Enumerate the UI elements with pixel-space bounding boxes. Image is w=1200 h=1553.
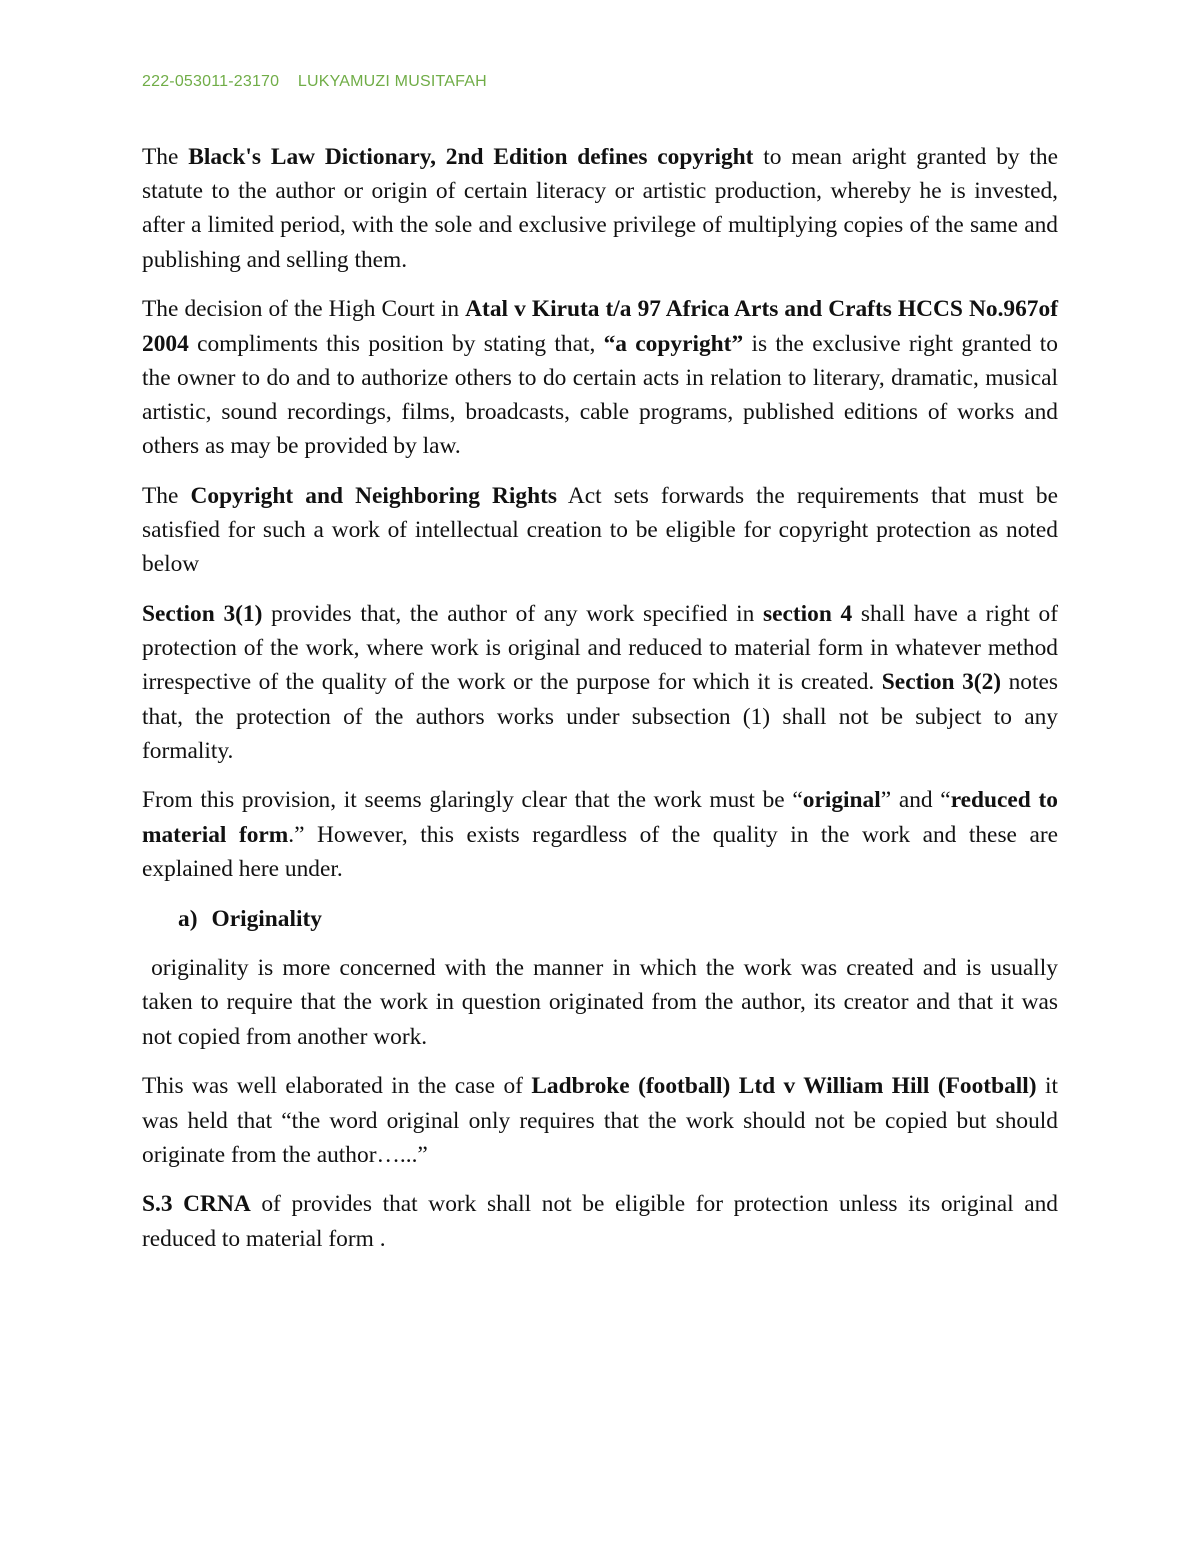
header-id-number: 222-053011-23170	[142, 73, 280, 90]
paragraph-ladbroke-case	[142, 1069, 1058, 1172]
text-run: of provides that work shall not be eligible for protection unless its original and reduced to material form .	[142, 1191, 1058, 1252]
text-run: is the exclusive right granted to the owner to do and to authorize others to do certain acts in relation to literary, dramatic, musical artistic, sound recordings, films, broadcasts, cable programs, published editions of works and others as may be provided by law.	[142, 330, 1058, 460]
document-body	[142, 140, 1064, 1271]
text-run: .” However, this exists regardless of the quality in the work and these are explained here under.	[142, 821, 1058, 882]
text-run: The decision of the High Court in	[142, 296, 466, 323]
paragraph-originality	[142, 951, 1064, 1054]
text-run: This was well elaborated in the case of	[142, 1073, 532, 1100]
header-author-name: LUKYAMUZI MUSITAFAH	[297, 73, 487, 90]
bold-run: reduced to material form	[142, 787, 1058, 848]
bold-run: Section 3(2)	[881, 669, 1002, 696]
bold-run: Section 3(1)	[142, 600, 263, 627]
bold-run: Atal v Kiruta t/a 97 Africa Arts and Crafts HCCS No.967of 2004	[142, 296, 1058, 357]
text-run: compliments this position by stating that,	[188, 330, 604, 357]
paragraph-high-court-decision	[142, 292, 1058, 463]
bold-run: “a copyright”	[603, 330, 744, 357]
text-run: to mean aright granted by the statute to the author or origin of certain literacy or artistic production, whereby he is invested, after a limited period, with the sole and exclusive privilege of multiplying copies of the same and publishing and selling them.	[142, 144, 1059, 273]
page-header	[142, 73, 487, 91]
text-run: Act sets forwards the requirements that must be satisfied for such a work of intellectual creation to be eligible for copyright protection as noted below	[142, 482, 1058, 578]
paragraph-section-3	[142, 597, 1058, 768]
bold-run: section 4	[762, 600, 853, 627]
bold-run: S.3 CRNA	[142, 1191, 251, 1218]
paragraph-s3-crna	[142, 1187, 1058, 1255]
list-marker: a)	[178, 905, 198, 932]
heading-title: Originality	[211, 905, 322, 932]
text-run: notes that, the protection of the authors works under subsection (1) shall not be subject to any formality.	[142, 669, 1058, 764]
paragraph-copyright-act	[142, 479, 1058, 582]
bold-run: Copyright and Neighboring Rights	[190, 482, 557, 509]
paragraph-definition	[142, 140, 1058, 277]
text-run: shall have a right of protection of the work, where work is original and reduced to material form in whatever method irrespective of the quality of the work or the purpose for which it is created.	[142, 600, 1058, 696]
bold-run: Black's Law Dictionary, 2nd Edition defines copyright	[188, 144, 754, 170]
text-run: provides that, the author of any work specified in	[262, 600, 763, 627]
text-run: it was held that “the word original only requires that the work should not be copied but should originate from the author…...”	[142, 1073, 1058, 1168]
section-heading-originality	[142, 902, 1058, 936]
bold-run: original	[802, 787, 881, 814]
text-run: originality is more concerned with the manner in which the work was created and is usually taken to require that the work in question originated from the author, its creator and that it was not copied from another work.	[142, 955, 1064, 1050]
text-run: The	[142, 482, 191, 509]
text-run: From this provision, it seems glaringly clear that the work must be “	[142, 787, 803, 814]
paragraph-provision-analysis	[142, 783, 1058, 886]
text-run: ” and “	[880, 787, 951, 814]
text-run: The	[142, 144, 189, 170]
bold-run: Ladbroke (football) Ltd v William Hill (Football)	[531, 1073, 1037, 1100]
